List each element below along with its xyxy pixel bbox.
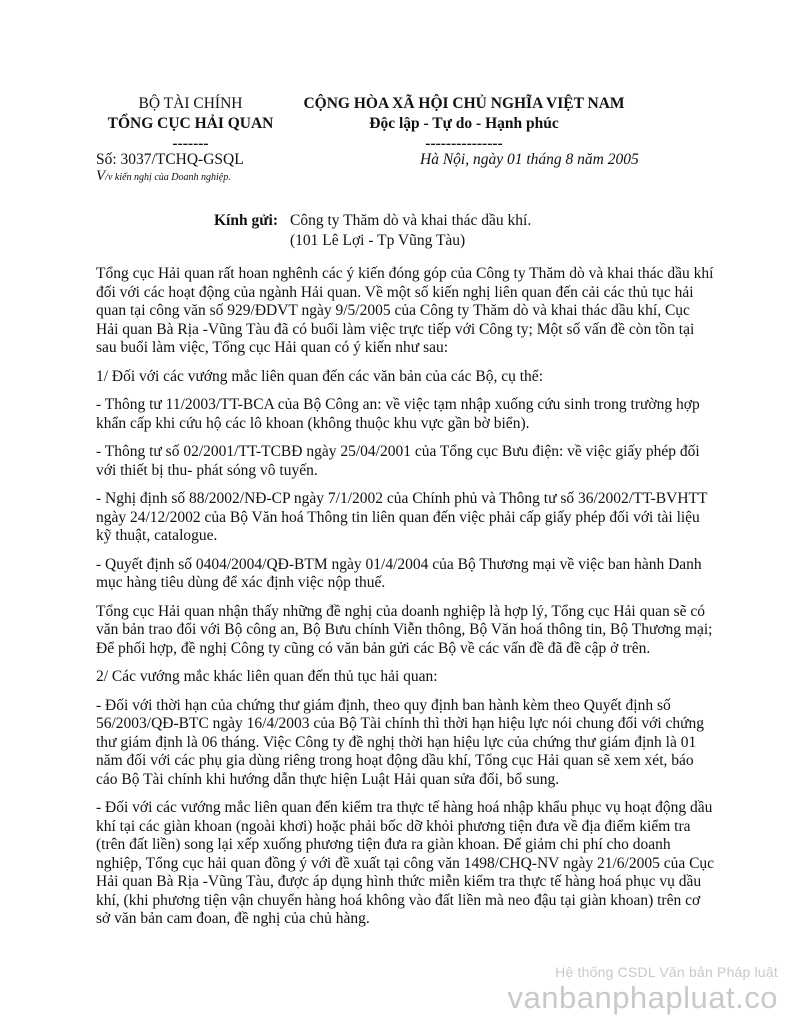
recipient-address: (101 Lê Lợi - Tp Vũng Tàu) [290, 232, 466, 249]
body-paragraph: 1/ Đối với các vướng mắc liên quan đến các văn bản của các Bộ, cụ thể: [96, 367, 543, 385]
recipient-block [214, 211, 531, 251]
ministry-name: BỘ TÀI CHÍNH [138, 95, 243, 112]
recipient-label: Kính gửi: [214, 212, 278, 229]
watermark-caption: Hệ thống CSDL Văn bản Pháp luật [555, 964, 778, 980]
body-paragraph: - Đối với các vướng mắc liên quan đến kiểm tra thực tế hàng hoá nhập khẩu phục vụ hoạt động dầu khí tại các giàn khoan (ngoài khơi) hoặc phải bốc dỡ khỏi phương tiện đưa về địa điểm kiểm tra (trên đất liền) song lại xếp xuống phương tiện đưa ra giàn khoan. Để giảm chi phí cho doanh nghiệp, Tổng cục hải quan đồng ý với đề xuất tại công văn 1498/CHQ-NV ngày 21/6/2005 của Cục Hải quan Bà Rịa -Vũng Tàu, được áp dụng hình thức miễn kiểm tra thực tế hàng hoá phục vụ dầu khí, (khi phương tiện vận chuyển hàng hoá không vào đất liền mà neo đậu tại giàn khoan) trên cơ sở văn bản cam đoan, đề nghị của chủ hàng. [96, 799, 715, 927]
country-name: CỘNG HÒA XÃ HỘI CHỦ NGHĨA VIỆT NAM [303, 95, 625, 112]
subject-text: /v kiến nghị của Doanh nghiệp. [105, 172, 231, 183]
recipient-name: Công ty Thăm dò và khai thác dầu khí. [290, 212, 532, 229]
issue-date: Hà Nội, ngày 01 tháng 8 năm 2005 [420, 151, 639, 168]
body-paragraph: Tổng cục Hải quan nhận thấy những đề nghị của doanh nghiệp là hợp lý, Tổng cục Hải quan sẽ có văn bản trao đổi với Bộ công an, Bộ Bưu chính Viễn thông, Bộ Văn hoá thông tin, Bộ Thương mại; Để phối hợp, đề nghị Công ty cũng có văn bản gửi các Bộ về các vấn đề đã đề cập ở trên. [96, 602, 713, 657]
national-motto: Độc lập - Tự do - Hạnh phúc [369, 115, 559, 132]
issuer-block [98, 94, 283, 154]
watermark-domain: vanbanphapluat.co [507, 980, 778, 1015]
body-paragraph: 2/ Các vướng mắc khác liên quan đến thủ tục hải quan: [96, 668, 438, 685]
body-paragraph: - Thông tư số 02/2001/TT-TCBĐ ngày 25/04/2001 của Tổng cục Bưu điện: về việc giấy phép đối với thiết bị thu- phát sóng vô tuyến. [96, 443, 700, 479]
document-subject [96, 169, 231, 185]
body-paragraph: Tổng cục Hải quan rất hoan nghênh các ý kiến đóng góp của Công ty Thăm dò và khai thác dầu khí đối với các hoạt động của ngành Hải quan. Về một số kiến nghị liên quan đến cải các thủ tục hải quan tại công văn số 929/ĐDVT ngày 9/5/2005 của Công ty Thăm dò và khai thác dầu khí, Cục Hải quan Bà Rịa -Vũng Tàu đã có buổi làm việc trực tiếp với Công ty; Một số vấn đề còn tồn tại sau buổi làm việc, Tổng cục Hải quan có ý kiến như sau: [96, 265, 714, 356]
body-paragraph: - Thông tư 11/2003/TT-BCA của Bộ Công an: về việc tạm nhập xuống cứu sinh trong trường hợp khẩn cấp khi cứu hộ các lô khoan (không thuộc khu vực gần bờ biển). [96, 396, 700, 432]
document-number: Số: 3037/TCHQ-GSQL [96, 151, 244, 168]
body-paragraph: - Nghị định số 88/2002/NĐ-CP ngày 7/1/2002 của Chính phủ và Thông tư số 36/2002/TT-BVHTT ngày 24/12/2002 của Bộ Văn hoá Thông tin liên quan đến việc phải cấp giấy phép đối với tài liệu kỹ thuật, catalogue. [96, 490, 708, 544]
body-paragraph: - Đối với thời hạn của chứng thư giám định, theo quy định ban hành kèm theo Quyết định số 56/2003/QĐ-BTC ngày 16/4/2003 của Bộ Tài chính thì thời hạn hiệu lực nói chung đối với chứng thư giám định là 06 tháng. Việc Công ty đề nghị thời hạn hiệu lực của chứng thư giám định là 01 năm đối với các phụ gia dùng riêng trong hoạt động dầu khí, Tổng cục Hải quan sẽ xem xét, báo cáo Bộ Tài chính khi hướng dẫn thực hiện Luật Hải quan sửa đổi, bổ sung. [96, 696, 705, 788]
subject-initial: V [96, 168, 106, 184]
department-name: TỔNG CỤC HẢI QUAN [107, 115, 274, 132]
document-body [96, 265, 716, 939]
site-watermark [507, 963, 778, 1015]
body-paragraph: - Quyết định số 0404/2004/QĐ-BTM ngày 01/4/2004 của Bộ Thương mại về việc ban hành Danh mục hàng tiêu dùng để xác định việc nộp thuế. [96, 555, 702, 591]
issuer-separator: ------- [172, 135, 209, 152]
motto-separator: --------------- [425, 135, 503, 152]
national-title-block [285, 94, 643, 154]
